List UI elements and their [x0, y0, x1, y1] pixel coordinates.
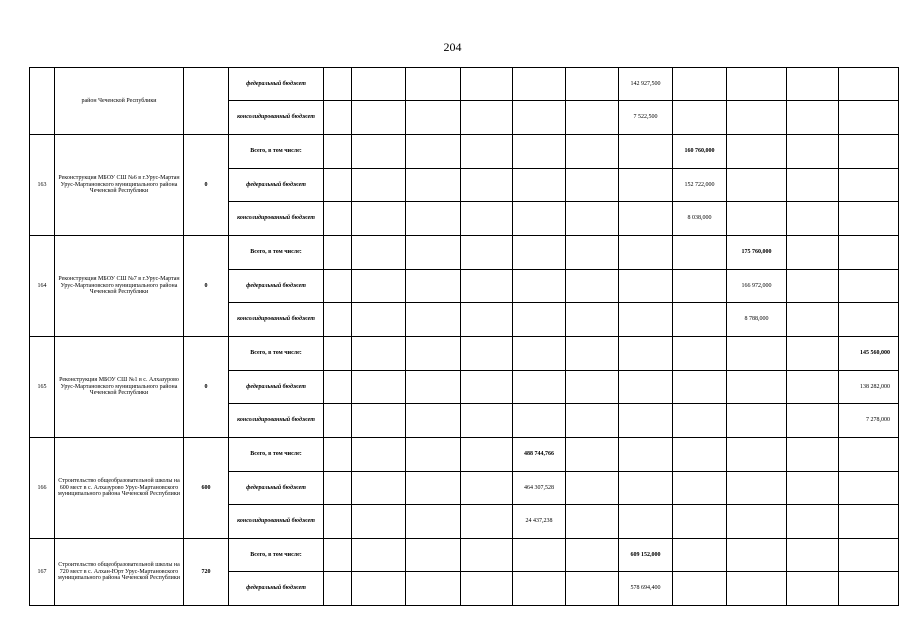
federal-budget-label: федеральный бюджет [229, 68, 324, 101]
total-value: 488 744,766 [513, 438, 566, 472]
table-row [30, 135, 899, 169]
federal-budget-label: федеральный бюджет [229, 371, 324, 404]
consolidated-budget-label: консолидированный бюджет [229, 505, 324, 539]
table-row [30, 539, 899, 572]
row-number-cell [30, 68, 55, 135]
total-label: Всего, в том числе: [229, 539, 324, 572]
object-name-cell: Реконструкция МБОУ СШ №6 в г.Урус-Мартан Урус-Мартановского муниципального района Чеченской Республики [55, 135, 184, 236]
total-label: Всего, в том числе: [229, 337, 324, 371]
federal-budget-label: федеральный бюджет [229, 472, 324, 505]
federal-budget-value: 464 307,528 [513, 472, 566, 505]
budget-table [29, 67, 899, 606]
total-value: 145 560,000 [839, 337, 899, 371]
total-value: 609 152,000 [619, 539, 673, 572]
consolidated-budget-value: 7 522,500 [619, 101, 673, 135]
federal-budget-value: 166 972,000 [727, 270, 787, 303]
consolidated-budget-label: консолидированный бюджет [229, 202, 324, 236]
row-number-cell: 163 [30, 135, 55, 236]
object-name-cell: Строительство общеобразовательной школы на 720 мест в с. Алхан-Юрт Урус-Мартановского муниципального района Чеченской Республики [55, 539, 184, 606]
federal-budget-value: 138 282,000 [839, 371, 899, 404]
table-row [30, 236, 899, 270]
capacity-cell: 0 [184, 135, 229, 236]
capacity-cell: 0 [184, 337, 229, 438]
consolidated-budget-value: 8 038,000 [673, 202, 727, 236]
federal-budget-value: 142 927,500 [619, 68, 673, 101]
page-number: 204 [443, 40, 462, 54]
object-name-cell: Строительство общеобразовательной школы на 600 мест в с. Алхазурово Урус-Мартановского муниципального района Чеченской Республики [55, 438, 184, 539]
row-number-cell: 164 [30, 236, 55, 337]
row-number-cell: 165 [30, 337, 55, 438]
federal-budget-label: федеральный бюджет [229, 572, 324, 606]
consolidated-budget-value: 8 788,000 [727, 303, 787, 337]
total-value: 175 760,000 [727, 236, 787, 270]
total-label: Всего, в том числе: [229, 438, 324, 472]
total-value: 160 760,000 [673, 135, 727, 169]
consolidated-budget-value: 24 437,238 [513, 505, 566, 539]
row-number-cell: 167 [30, 539, 55, 606]
capacity-cell [184, 68, 229, 135]
consolidated-budget-label: консолидированный бюджет [229, 303, 324, 337]
object-name-cell: Реконструкция МБОУ СШ №7 в г.Урус-Мартан Урус-Мартановского муниципального района Чеченской Республики [55, 236, 184, 337]
consolidated-budget-value: 7 278,000 [839, 404, 899, 438]
federal-budget-value: 578 694,400 [619, 572, 673, 606]
capacity-cell: 720 [184, 539, 229, 606]
federal-budget-value: 152 722,000 [673, 169, 727, 202]
capacity-cell: 0 [184, 236, 229, 337]
object-name-cell: район Чеченской Республики [55, 68, 184, 135]
total-label: Всего, в том числе: [229, 135, 324, 169]
object-name-cell: Реконструкция МБОУ СШ №1 в с. Алхазурово Урус-Мартановского муниципального района Чеченской Республики [55, 337, 184, 438]
federal-budget-label: федеральный бюджет [229, 270, 324, 303]
consolidated-budget-label: консолидированный бюджет [229, 404, 324, 438]
row-number-cell: 166 [30, 438, 55, 539]
table-row [30, 68, 899, 101]
table-row [30, 337, 899, 371]
consolidated-budget-label: консолидированный бюджет [229, 101, 324, 135]
capacity-cell: 600 [184, 438, 229, 539]
total-label: Всего, в том числе: [229, 236, 324, 270]
table-row [30, 438, 899, 472]
federal-budget-label: федеральный бюджет [229, 169, 324, 202]
